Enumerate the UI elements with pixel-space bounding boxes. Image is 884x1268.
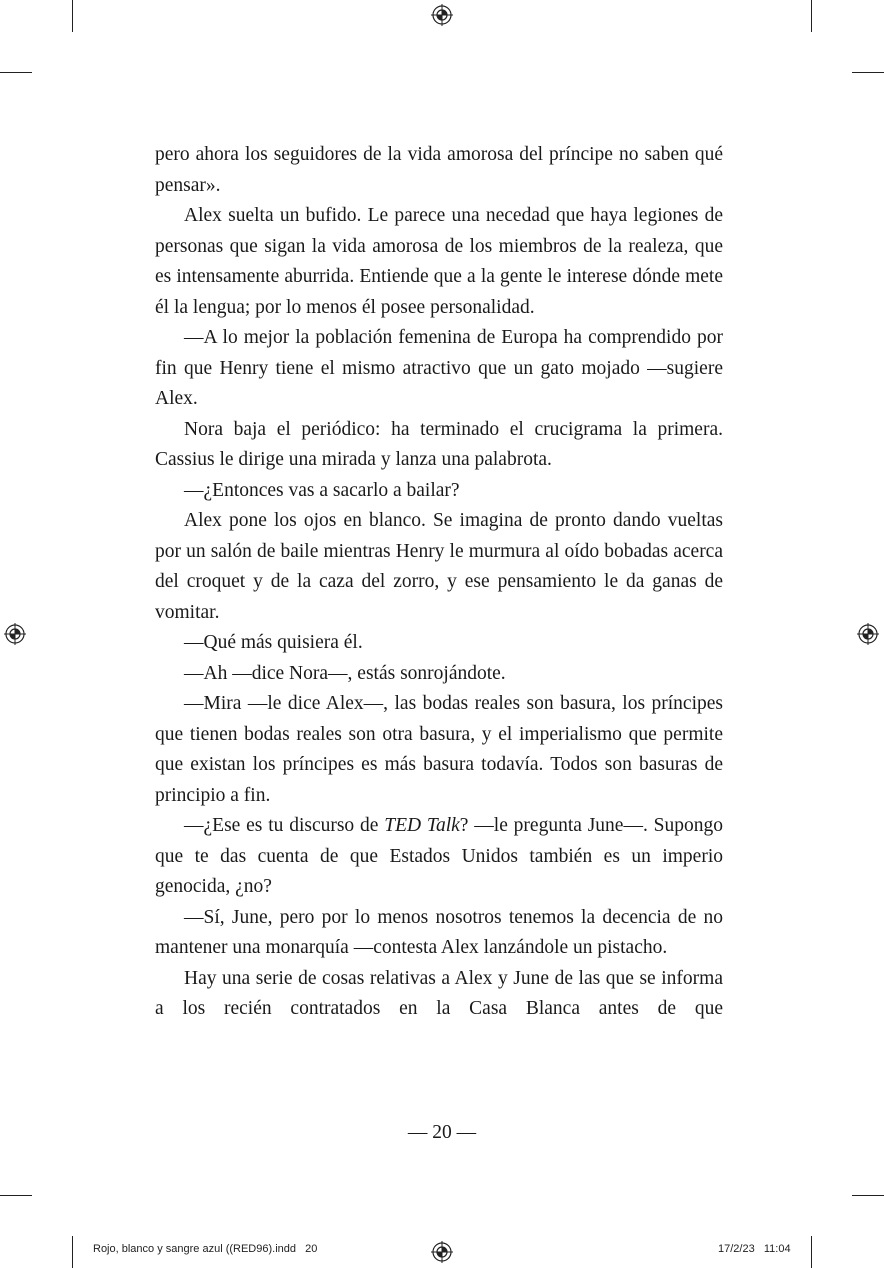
paragraph: —Sí, June, pero por lo menos nosotros tenemos la decencia de no mantener una monarquía —contesta Alex lanzándole un pistacho. <box>155 906 723 958</box>
registration-mark-icon <box>4 623 26 645</box>
crop-mark-bottom-right <box>811 1236 812 1268</box>
paragraph: Hay una serie de cosas relativas a Alex y June de las que se informa a los recién contratados en la Casa Blanca antes de que <box>155 967 723 1019</box>
crop-mark-bottom-left <box>72 1236 73 1268</box>
paragraph: —¿Entonces vas a sacarlo a bailar? <box>184 479 460 501</box>
paragraph: —Mira —le dice Alex—, las bodas reales son basura, los príncipes que tienen bodas reales son otra basura, y el imperialismo que permite que existan los príncipes es más basura todavía. Todos son basuras de principio a fin. <box>155 693 723 806</box>
slug-date: 17/2/23 11:04 <box>718 1243 791 1255</box>
paragraph-text: ? —le pregunta June—. Supongo que te das cuenta de que Estados Unidos también es un imperio genocida, ¿no? <box>155 815 724 897</box>
crop-mark-right-top <box>852 72 884 73</box>
registration-mark-icon <box>431 4 453 26</box>
paragraph <box>155 811 723 903</box>
paragraph: Alex pone los ojos en blanco. Se imagina de pronto dando vueltas por un salón de baile mientras Henry le murmura al oído bobadas acerca del croquet y de la caza del zorro, y ese pensamiento le da ganas de vomitar. <box>155 510 723 623</box>
paragraph-text: —¿Ese es tu discurso de <box>184 815 385 836</box>
paragraph: —Qué más quisiera él. <box>184 632 363 653</box>
registration-mark-icon <box>857 623 879 645</box>
crop-mark-left-top <box>0 72 32 73</box>
page-number: — 20 — <box>407 1122 477 1143</box>
slug-filename: Rojo, blanco y sangre azul ((RED96).indd 20 <box>93 1243 318 1255</box>
paragraph: —A lo mejor la población femenina de Europa ha comprendido por fin que Henry tiene el mismo atractivo que un gato mojado —sugiere Alex. <box>155 327 723 409</box>
crop-mark-top-left <box>72 0 73 32</box>
body-text <box>155 140 723 1025</box>
registration-mark-icon <box>431 1241 453 1263</box>
paragraph: Nora baja el periódico: ha terminado el crucigrama la primera. Cassius le dirige una mirada y lanza una palabrota. <box>155 418 723 470</box>
paragraph: —Ah —dice Nora—, estás sonrojándote. <box>184 662 506 684</box>
paragraph: Alex suelta un bufido. Le parece una necedad que haya legiones de personas que sigan la vida amorosa de los miembros de la realeza, que es intensamente aburrida. Entiende que a la gente le interese dónde mete él la lengua; por lo menos él posee personalidad. <box>155 205 723 318</box>
crop-mark-top-right <box>811 0 812 32</box>
paragraph: pero ahora los seguidores de la vida amorosa del príncipe no saben qué pensar». <box>155 144 723 196</box>
italic-title: TED Talk <box>384 815 460 836</box>
crop-mark-left-bottom <box>0 1195 32 1196</box>
crop-mark-right-bottom <box>852 1195 884 1196</box>
